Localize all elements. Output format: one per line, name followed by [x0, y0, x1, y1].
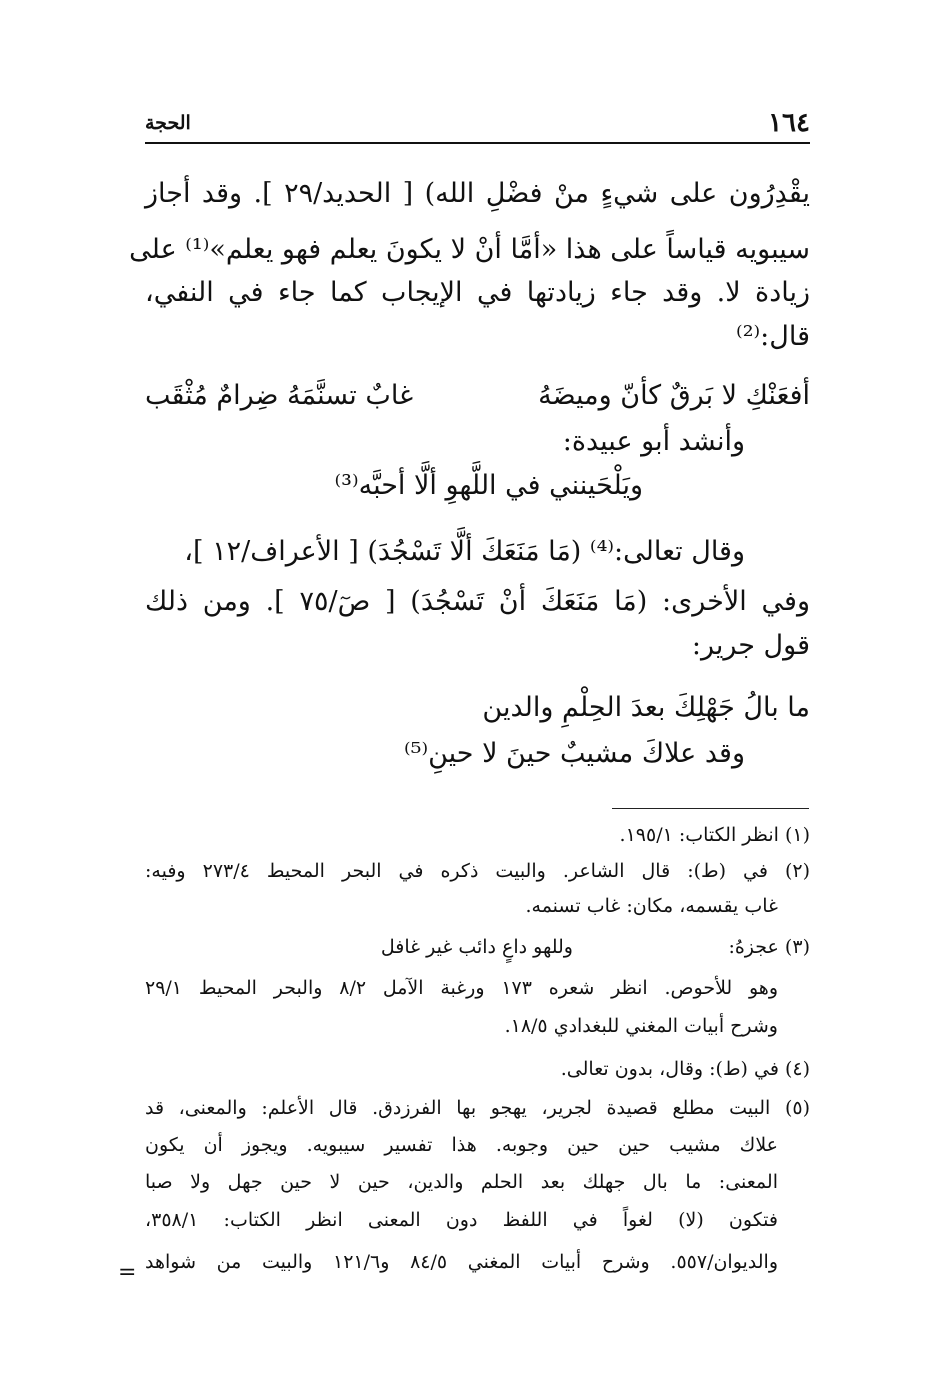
footnote-2-cont: غاب يقسمه، مكان: غاب تسنمه. [525, 895, 778, 917]
footnote-3-cont-1: وهو للأحوص. انظر شعره ١٧٣ ورغبة الآمل ٨/٢ والبحر المحيط ٢٩/١ [145, 977, 778, 999]
page-header [145, 108, 810, 138]
footnote-1: (١) انظر الكتاب: ١٩٥/١. [619, 824, 810, 846]
verse-2: ويَلْحَينني في اللَّهوِ ألَّا أحبَّه⁽³⁾ [334, 470, 643, 501]
continuation-mark: = [118, 1260, 137, 1285]
footnote-5-cont-1: علاك مشيب حين حين وجوبه. هذا تفسير سيبويه. ويجوز أن يكون [145, 1134, 778, 1156]
footnote-5-cont-4: والديوان/٥٥٧. وشرح أبيات المغني ٨٤/٥ و١٢١/٦ والبيت من شواهد [145, 1251, 779, 1273]
body-line-6: وفي الأخرى: (مَا مَنَعَكَ أنْ تَسْجُدَ) [ صٓ/٧٥ ]. ومن ذلك [145, 586, 810, 617]
body-line-2: سيبويه قياساً على هذا «أمَّا أنْ لا يكونَ يعلم فهو يعلم»⁽¹⁾ على [129, 234, 810, 265]
body-line-1: يقْدِرُون على شيءٍ منْ فضْلِ الله) [ الحديد/٢٩ ]. وقد أجاز [145, 178, 810, 209]
footnote-4: (٤) في (ط): وقال، بدون تعالى. [560, 1058, 810, 1080]
body-line-4: قال:⁽²⁾ [736, 321, 810, 352]
verse-1-second-hemistich: غابٌ تسنَّمَهُ ضِرامٌ مُثْقَب [145, 380, 414, 411]
verse-3-first-hemistich: ما بالُ جَهْلِكَ بعدَ الحِلْمِ والدين [482, 692, 810, 723]
footnote-3-cont-2: وشرح أبيات المغني للبغدادي ١٨/٥. [504, 1015, 778, 1037]
footnote-3-label: (٣) عجزهُ: [728, 936, 810, 958]
footnote-5-cont-2: المعنى: ما بال جهلك بعد الحلم والدين، حين لا حين جهل ولا صبا [145, 1171, 778, 1193]
footnote-2: (٢) في (ط): قال الشاعر. والبيت ذكره في البحر المحيط ٢٧٣/٤ وفيه: [145, 860, 811, 882]
footnote-5-cont-3: فتكون (لا) لغواً في اللفظ دون المعنى انظر الكتاب: ٣٥٨/١، [145, 1209, 778, 1231]
body-line-5: وقال تعالى:⁽⁴⁾ (مَا مَنَعَكَ ألَّا تَسْجُدَ) [ الأعراف/١٢ ]، [184, 536, 745, 567]
recitation-intro: وأنشد أبو عبيدة: [562, 426, 745, 457]
footnote-5: (٥) البيت مطلع قصيدة لجرير، يهجو بها الفرزدق. قال الأعلم: والمعنى، قد [145, 1097, 810, 1119]
body-line-7: قول جرير: [691, 630, 810, 661]
footnote-separator [612, 808, 809, 809]
page-number: ١٦٤ [768, 108, 810, 138]
header-rule [145, 142, 810, 144]
verse-3-second-hemistich: وقد علاكَ مشيبٌ حينَ لا حينِ⁽⁵⁾ [404, 738, 745, 769]
body-line-3: زيادة لا. وقد جاء زيادتها في الإيجاب كما جاء في النفي، [145, 277, 810, 308]
footnote-3-verse: وللهو داعٍ دائب غير غافل [380, 936, 573, 958]
verse-1-first-hemistich: أفعَنْكِ لا بَرقٌ كأنّ وميضَهُ [538, 380, 810, 411]
running-title: الحجة [145, 112, 191, 134]
